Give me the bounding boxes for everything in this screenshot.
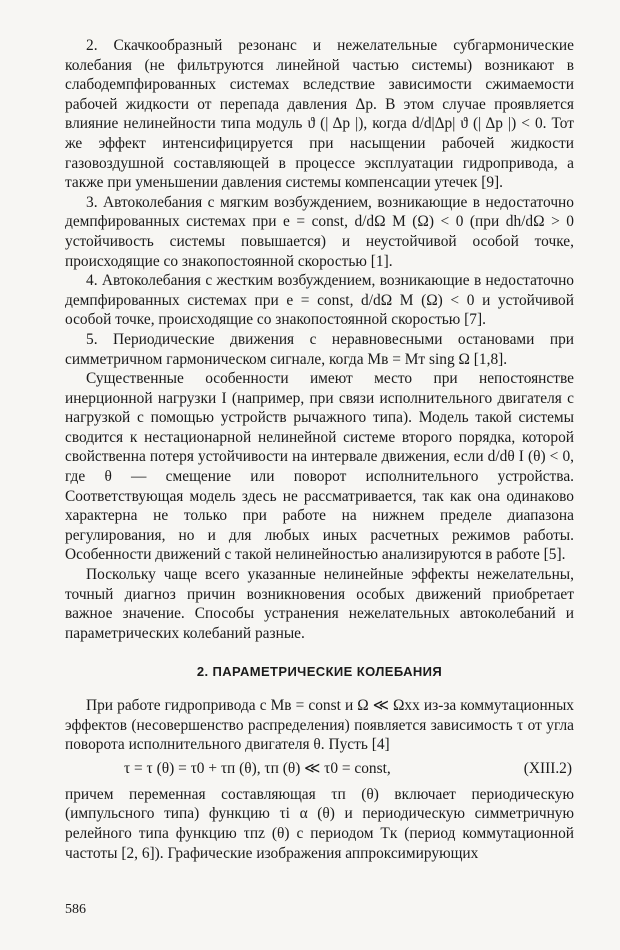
paragraph-last: причем переменная составляющая τп (θ) включает периодическую (импульсного типа) функцию τi α (θ) и периодическую симметричную релейного типа функцию τпz (θ) с периодом Tк (период коммутационной частоты [2, 6]). Графические изображения аппроксимирующих — [65, 785, 574, 862]
paragraph-conclusion: Поскольку чаще всего указанные нелинейные эффекты нежелательны, точный диагноз причин возникновения особых движений приобретает важное значение. Способы устранения нежелательных автоколебаний и параметрических колебаний разные. — [65, 566, 574, 642]
formula-xiii-2 — [65, 759, 574, 781]
page-number: 586 — [65, 902, 86, 917]
paragraph-section-intro: При работе гидропривода с Mв = const и Ω ≪ Ωxx из-за коммутационных эффектов (несовершенство распределения) появляется зависимость τ от угла поворота исполнительного двигателя θ. Пусть [4] — [65, 697, 574, 754]
section-title: 2. ПАРАМЕТРИЧЕСКИЕ КОЛЕБАНИЯ — [196, 664, 443, 680]
paragraph-item-5: 5. Периодические движения с неравновесными остановами при симметричном гармоническом сигнале, когда Mв = Mт sing Ω [1,8]. — [65, 330, 574, 368]
formula-number: (XIII.2) — [523, 759, 572, 777]
paragraph-item-4: 4. Автоколебания с жестким возбуждением, возникающие в недостаточно демпфированных системах при e = const, d/dΩ M (Ω) < 0 и устойчивой особой точке, происходящие со знакопостоянной скоростью [7]. — [65, 272, 574, 329]
paragraph-inertia: Существенные особенности имеют место при непостоянстве инерционной нагрузки I (например, при связи исполнительного двигателя с нагрузкой с помощью устройств рычажного типа). Модель такой системы сводится к нестационарной нелинейной системе второго порядка, которой свойственна потеря устойчивости на интервале движения, если d/dθ I (θ) < 0, где θ — смещение или поворот исполнительного устройства. Соответствующая модель здесь не рассматривается, так как она одинаково характерна не только при работе на нижнем пределе диапазона регулирования, но и для любых иных расчетных режимов работы. Особенности движений с такой нелинейностью анализируются в работе [5]. — [65, 370, 574, 564]
paragraph-item-3: 3. Автоколебания с мягким возбуждением, возникающие в недостаточно демпфированных системах при e = const, d/dΩ M (Ω) < 0 (при dh/dΩ > 0 устойчивость системы повышается) и неустойчивой особой точке, происходящие со знакопостоянной скоростью [1]. — [65, 193, 574, 270]
text-column — [65, 36, 574, 863]
paragraph-item-2: 2. Скачкообразный резонанс и нежелательные субгармонические колебания (не фильтруются линейной частью системы) возникают в слабодемпфированных системах вследствие зависимости сжимаемости рабочей жидкости от перепада давления Δp. В этом случае проявляется влияние нелинейности типа модуль ϑ (| Δp |), когда d/d|Δp| ϑ (| Δp |) < 0. Тот же эффект интенсифицируется при насыщении рабочей жидкости газовоздушной составляющей в процессе эксплуатации гидропривода, а также при уменьшении давления системы компенсации утечек [9]. — [65, 37, 574, 192]
formula-expression: τ = τ (θ) = τ0 + τп (θ), τп (θ) ≪ τ0 = const, — [124, 759, 391, 777]
